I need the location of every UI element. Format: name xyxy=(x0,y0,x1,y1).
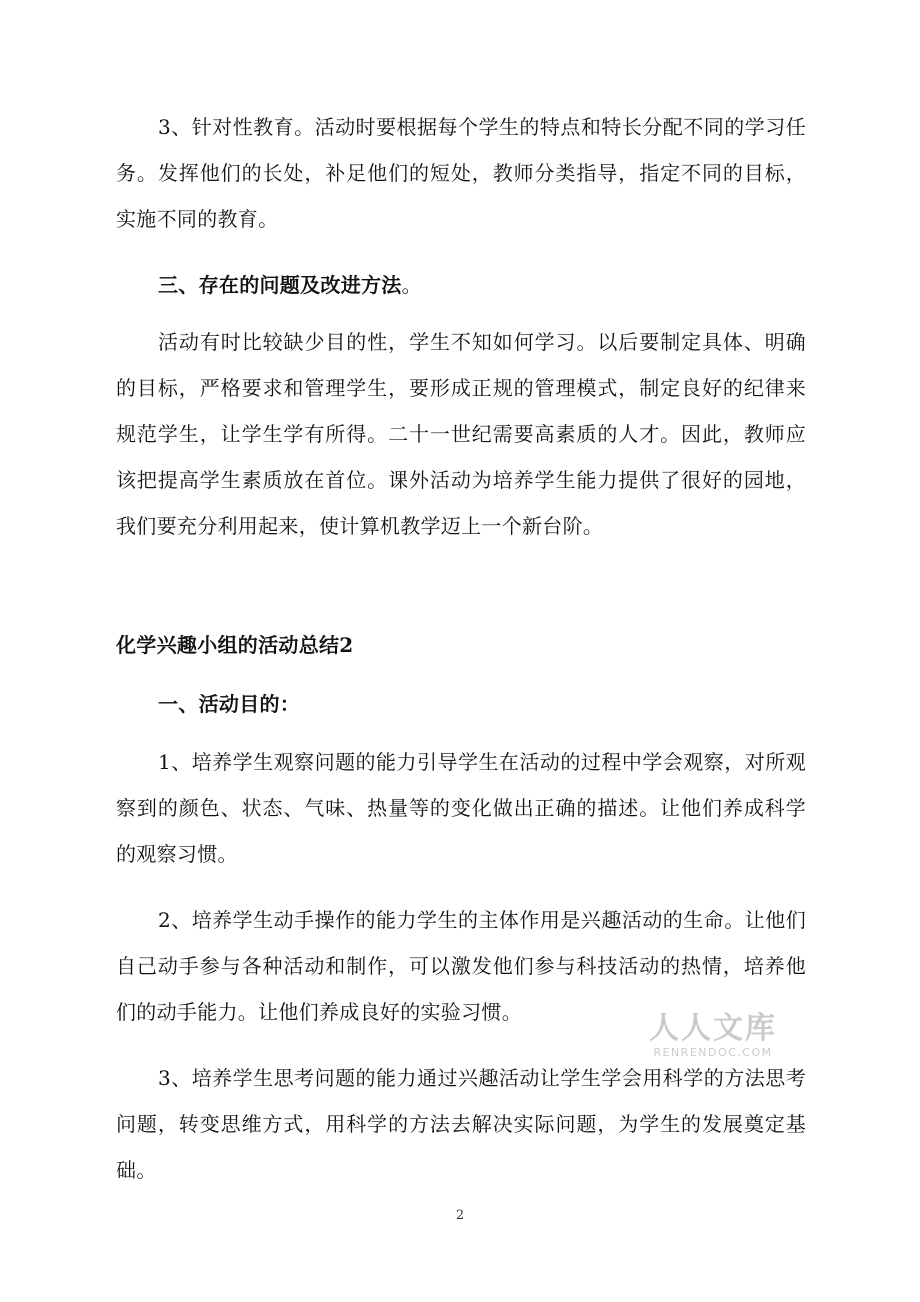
section-heading-problems xyxy=(116,262,422,308)
watermark-sub-text: RENRENDOC.COM xyxy=(653,1046,773,1059)
paragraph-problems-improvement: 活动有时比较缺少目的性，学生不知如何学习。以后要制定具体、明确的目标，严格要求和管理学生，要形成正规的管理模式，制定良好的纪律来规范学生，让学生学有所得。二十一世纪需要高素质的人才。因此，教师应该把提高学生素质放在首位。课外活动为培养学生能力提供了很好的园地，我们要充分利用起来，使计算机教学迈上一个新台阶。 xyxy=(116,330,806,538)
document-title-summary-2: 化学兴趣小组的活动总结2 xyxy=(116,633,354,657)
paragraph-thinking-ability: 3、培养学生思考问题的能力通过兴趣活动让学生学会用科学的方法思考问题，转变思维方式，用科学的方法去解决实际问题，为学生的发展奠定基础。 xyxy=(116,1066,806,1182)
page-number: 2 xyxy=(455,1208,465,1223)
paragraph-hands-on-ability: 2、培养学生动手操作的能力学生的主体作用是兴趣活动的生命。让他们自己动手参与各种活动和制作，可以激发他们参与科技活动的热情，培养他们的动手能力。让他们养成良好的实验习惯。 xyxy=(116,908,806,1024)
watermark-main-text: 人人文库 xyxy=(649,1011,777,1046)
section-heading-problems-punct: 。 xyxy=(401,273,422,297)
paragraph-observation-ability: 1、培养学生观察问题的能力引导学生在活动的过程中学会观察，对所观察到的颜色、状态、气味、热量等的变化做出正确的描述。让他们养成科学的观察习惯。 xyxy=(116,750,806,866)
section-heading-objectives: 一、活动目的： xyxy=(158,692,301,716)
paragraph-targeted-education: 3、针对性教育。活动时要根据每个学生的特点和特长分配不同的学习任务。发挥他们的长处，补足他们的短处，教师分类指导，指定不同的目标，实施不同的教育。 xyxy=(116,115,806,231)
section-heading-problems-text: 三、存在的问题及改进方法 xyxy=(158,273,402,297)
